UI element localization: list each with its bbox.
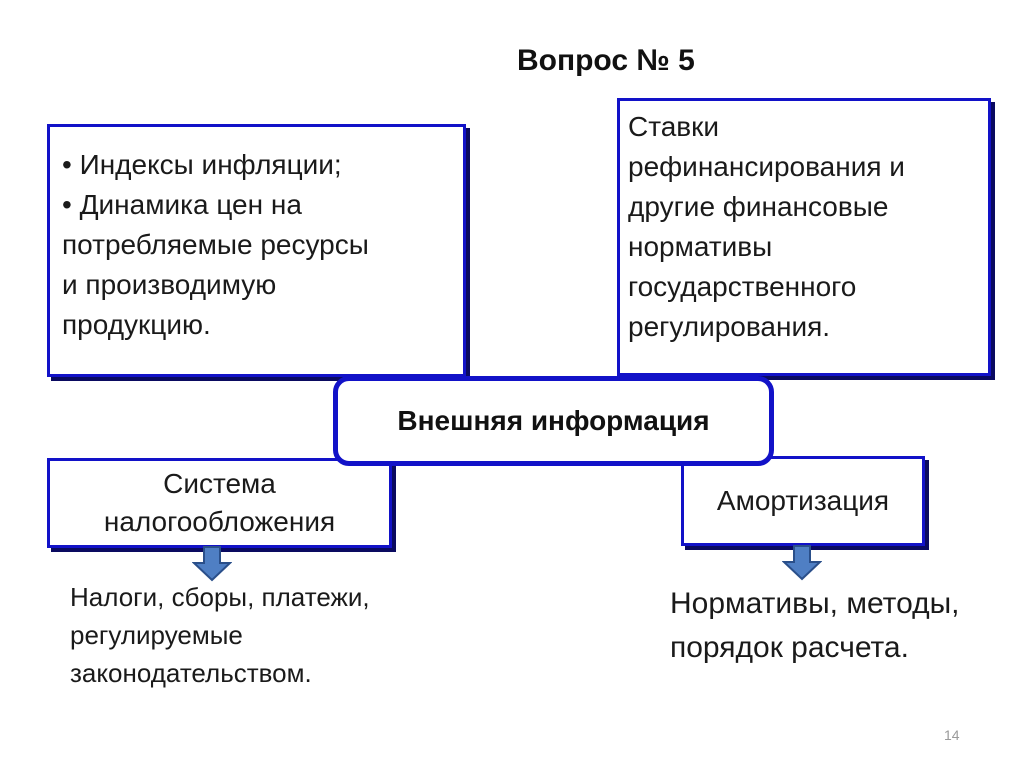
depreciation-box (681, 456, 925, 546)
box-text-line: Ставки (628, 111, 720, 142)
external-information-box (333, 376, 774, 466)
box-text-line: Система (163, 468, 276, 499)
box-text-line: и производимую (62, 269, 277, 300)
note-line: порядок расчета. (670, 631, 909, 664)
central-node-label: Внешняя информация (397, 405, 710, 436)
down-arrow-icon (782, 545, 822, 581)
box-text-line: регулирования. (628, 311, 831, 342)
box-text-line: потребляемые ресурсы (62, 229, 369, 260)
box-text-line: государственного (628, 271, 857, 302)
page-number: 14 (944, 727, 960, 743)
box-text-line: другие финансовые (628, 191, 889, 222)
box-label: Амортизация (716, 485, 890, 516)
box-text-line: • Динамика цен на (62, 189, 302, 220)
box-text-line: нормативы (628, 231, 773, 262)
note-line: Нормативы, методы, (670, 587, 960, 620)
note-line: регулируемые (70, 620, 243, 650)
note-line: законодательством. (70, 658, 312, 688)
down-arrow-icon (192, 546, 232, 582)
box-text-line: продукцию. (62, 309, 211, 340)
taxes-note (70, 578, 370, 692)
slide-title: Вопрос № 5 (517, 44, 695, 77)
box-text-line: налогообложения (103, 506, 336, 537)
tax-system-box (47, 458, 392, 548)
box-text-line: рефинансирования и (628, 151, 905, 182)
box-text-line: • Индексы инфляции; (62, 149, 342, 180)
norms-note (670, 582, 960, 670)
refinancing-rates-box (617, 98, 991, 376)
note-line: Налоги, сборы, платежи, (70, 582, 370, 612)
inflation-indices-box (47, 124, 466, 377)
